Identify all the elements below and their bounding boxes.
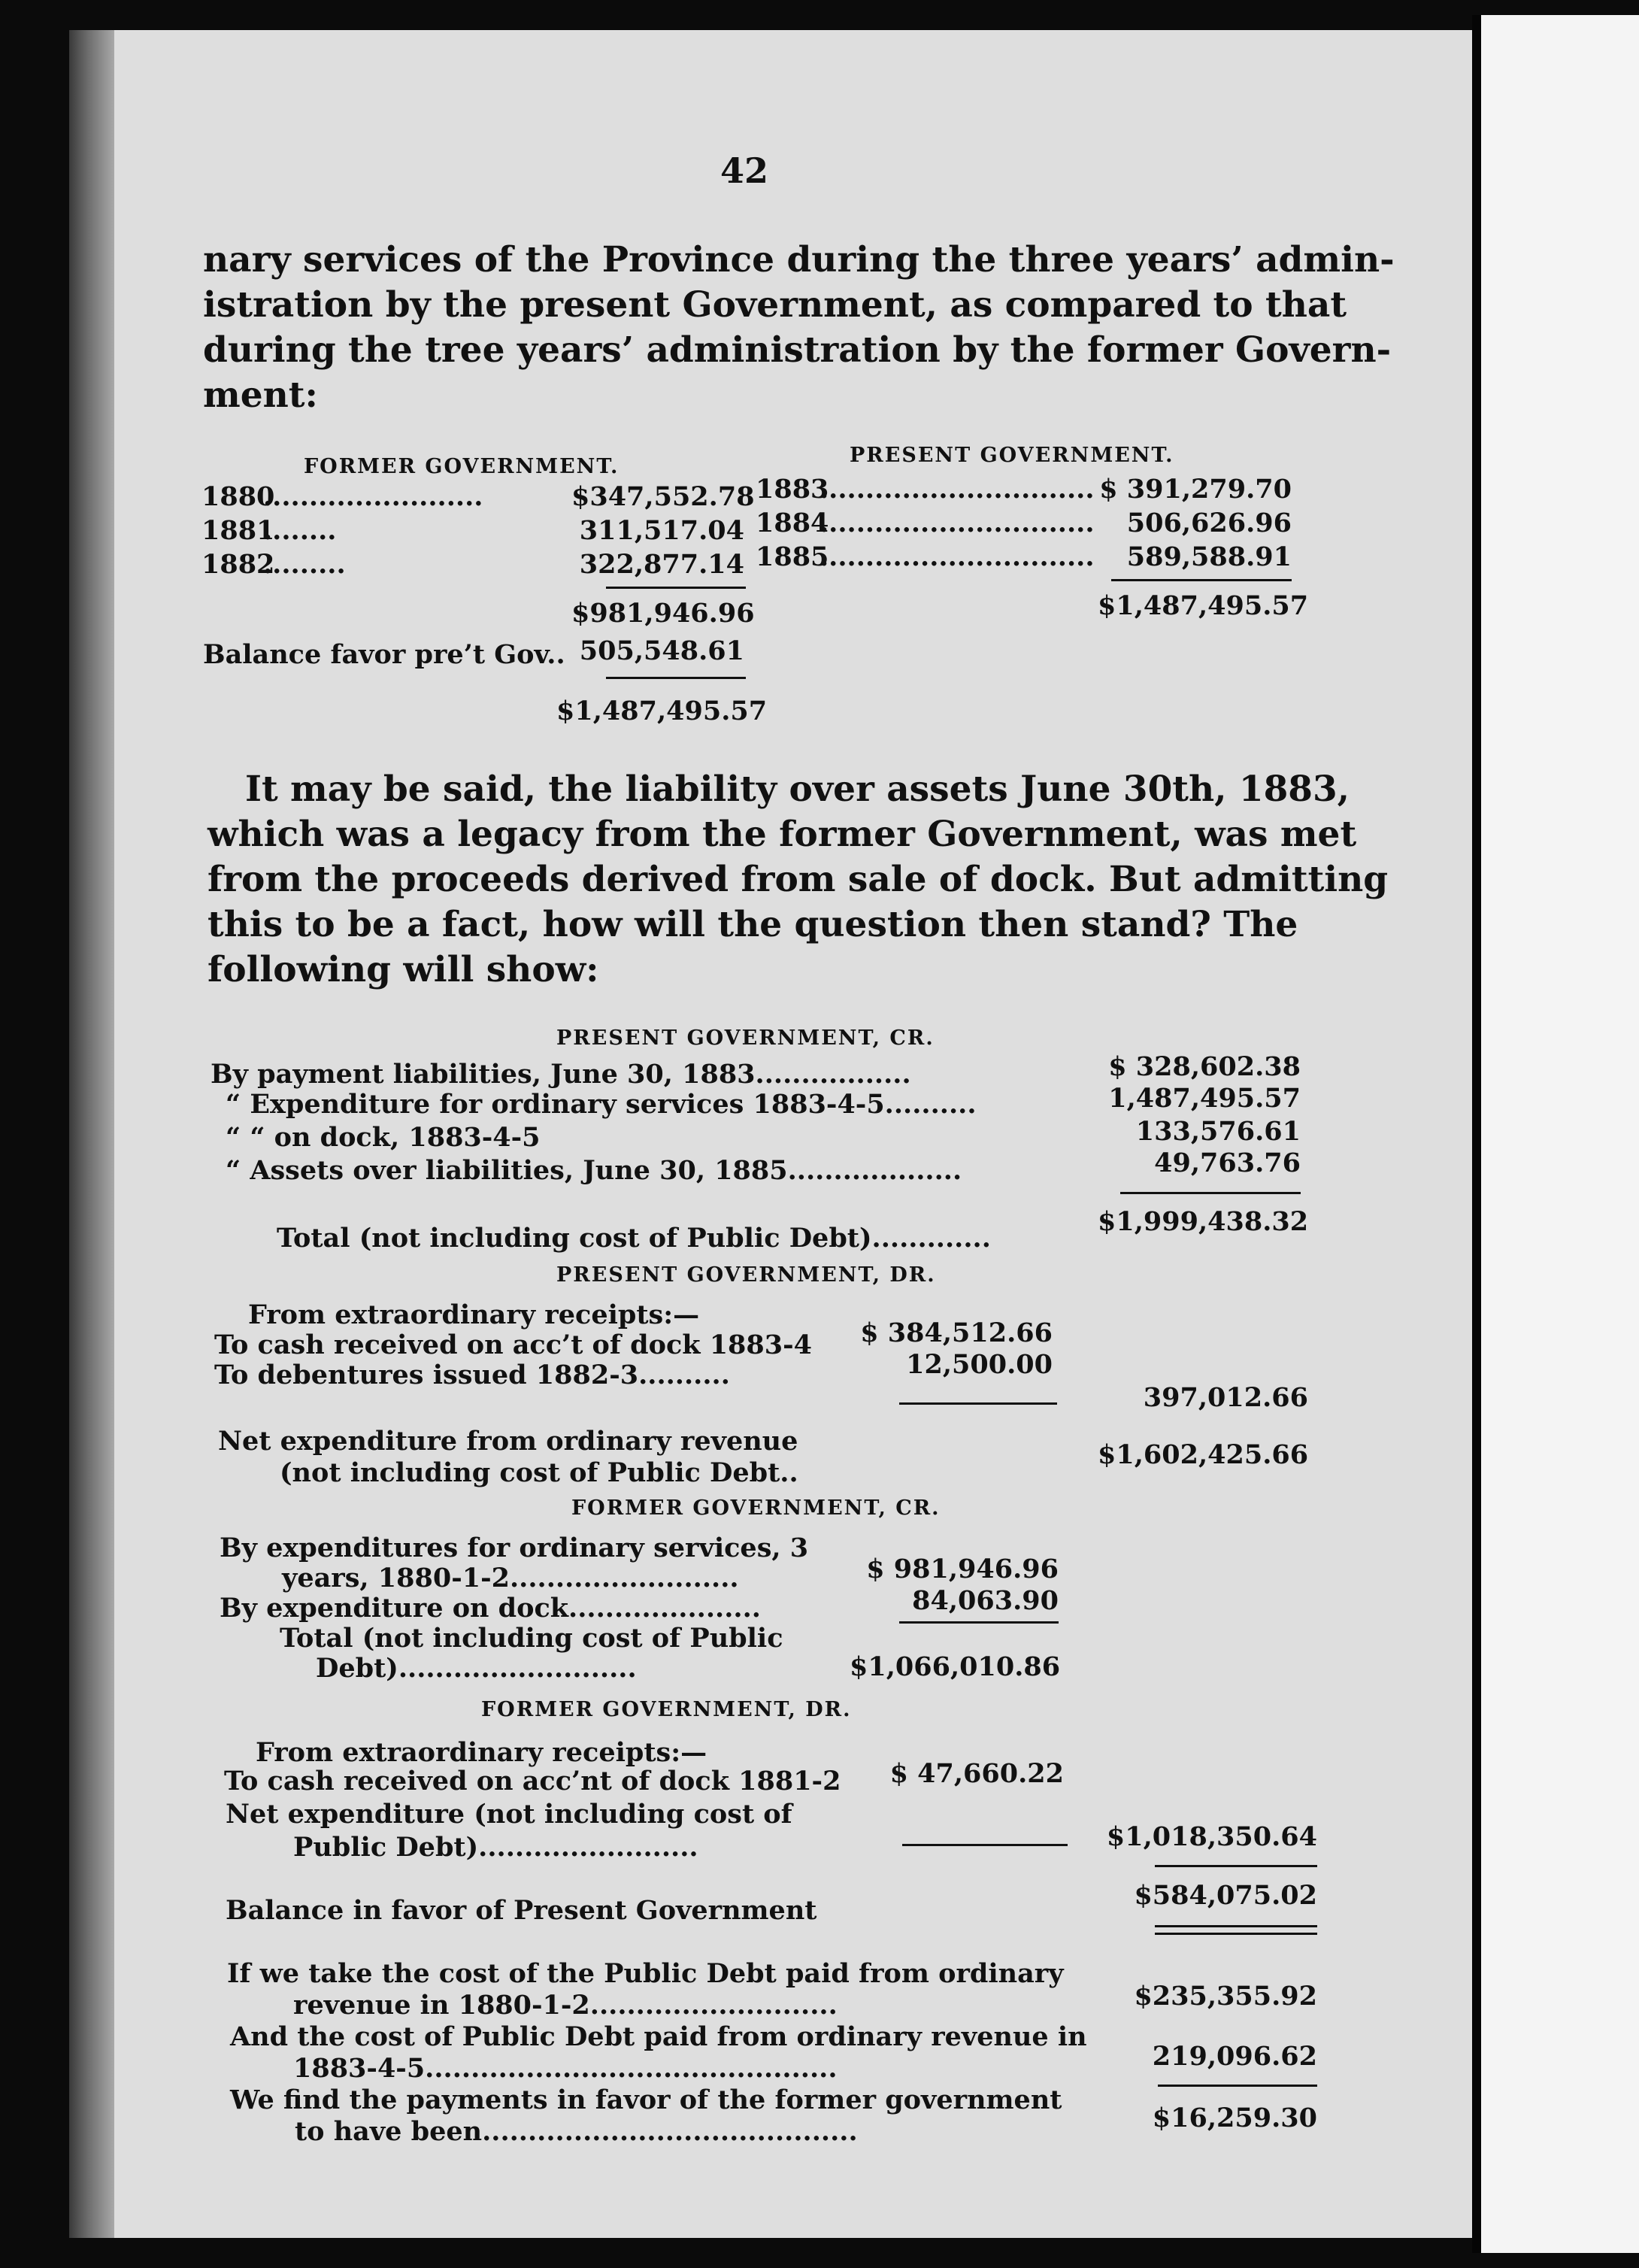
former-cr-row-2-label: By expenditure on dock..................... <box>220 1593 761 1624</box>
former-dr-intro: From extraordinary receipts:— <box>256 1737 707 1768</box>
former-dr-net-label-2: Public Debt)........................ <box>293 1832 698 1863</box>
amount: 322,877.14 <box>579 549 744 580</box>
leader: .............................. <box>819 541 1095 572</box>
leader: .............................. <box>819 474 1095 505</box>
present-total: $1,487,495.57 <box>1098 590 1309 621</box>
debt-line-1a: If we take the cost of the Public Debt paid from ordinary <box>227 1958 1064 1989</box>
present-cr-row-1-label: By payment liabilities, June 30, 1883................. <box>211 1059 911 1090</box>
present-cr-row-3-amount: 133,576.61 <box>1135 1116 1301 1147</box>
year: 1885 <box>756 541 829 572</box>
year: 1880 <box>201 481 275 512</box>
balance-label: Balance in favor of Present Government <box>226 1895 817 1926</box>
balance-double-rule-bottom <box>1155 1933 1317 1935</box>
present-dr-net-label-1: Net expenditure from ordinary revenue <box>218 1426 798 1457</box>
present-cr-heading: PRESENT GOVERNMENT, CR. <box>556 1026 935 1050</box>
former-subtotal: $981,946.96 <box>571 598 755 629</box>
present-cr-total-rule <box>1120 1192 1301 1194</box>
present-cr-row-4-amount: 49,763.76 <box>1154 1148 1301 1178</box>
para2-line-5: following will show: <box>208 949 599 990</box>
former-cr-total-rule <box>899 1621 1059 1624</box>
present-dr-subtotal-rule <box>899 1402 1057 1405</box>
para2-line-1: It may be said, the liability over assets June 30th, 1883, <box>245 769 1350 810</box>
debt-line-2b: 1883-4-5............................................. <box>293 2053 838 2084</box>
amount: $ 391,279.70 <box>1099 474 1292 505</box>
former-total: $1,487,495.57 <box>556 696 768 726</box>
year: 1882 <box>201 549 275 580</box>
para2-line-3: from the proceeds derived from sale of dock. But admitting <box>208 859 1389 900</box>
present-cr-total-amount: $1,999,438.32 <box>1098 1206 1309 1237</box>
amount: 589,588.91 <box>1126 541 1292 572</box>
present-dr-intro: From extraordinary receipts:— <box>248 1299 700 1330</box>
intro-line-3: during the tree years’ administration by the former Govern- <box>203 329 1392 371</box>
present-cr-row-2-label: “ Expenditure for ordinary services 1883-4-5.......... <box>226 1089 977 1120</box>
page-edge <box>1472 15 1481 2253</box>
amount: $347,552.78 <box>571 481 755 512</box>
present-cr-total-label: Total (not including cost of Public Debt)............. <box>277 1223 991 1254</box>
intro-line-2: istration by the present Government, as compared to that <box>203 284 1347 326</box>
present-total-rule <box>1111 579 1292 581</box>
former-dr-row-amount: $ 47,660.22 <box>889 1758 1064 1789</box>
amount: 506,626.96 <box>1126 508 1292 538</box>
former-dr-net-amount: $1,018,350.64 <box>1106 1821 1317 1852</box>
former-dr-heading: FORMER GOVERNMENT, DR. <box>481 1698 852 1721</box>
leader: ......... <box>263 549 346 580</box>
present-cr-row-3-label: “ “ on dock, 1883-4-5 <box>226 1122 541 1153</box>
page-number: 42 <box>720 150 769 191</box>
present-dr-subtotal: 397,012.66 <box>1143 1382 1308 1413</box>
present-dr-row-2-label: To debentures issued 1882-3.......... <box>214 1360 730 1390</box>
balance-amount: $584,075.02 <box>1134 1880 1317 1911</box>
year: 1884 <box>756 508 829 538</box>
present-dr-net-amount: $1,602,425.66 <box>1098 1439 1309 1470</box>
present-dr-row-1-amount: $ 384,512.66 <box>860 1317 1053 1348</box>
facing-page-edge <box>1481 15 1639 2253</box>
former-cr-heading: FORMER GOVERNMENT, CR. <box>571 1496 941 1520</box>
debt-amount-3: $16,259.30 <box>1152 2103 1317 2133</box>
debt-line-3a: We find the payments in favor of the former government <box>230 2085 1062 2115</box>
present-dr-heading: PRESENT GOVERNMENT, DR. <box>556 1263 936 1287</box>
balance-double-rule-top <box>1155 1925 1317 1927</box>
former-cr-total-amount: $1,066,010.86 <box>850 1651 1061 1682</box>
debt-amount-2: 219,096.62 <box>1152 2041 1317 2072</box>
debt-line-2a: And the cost of Public Debt paid from ordinary revenue in <box>230 2021 1087 2052</box>
leader: ........ <box>263 515 337 546</box>
para2-line-2: which was a legacy from the former Government, was met <box>208 814 1357 855</box>
former-cr-total-label-2: Debt).......................... <box>316 1653 637 1684</box>
present-dr-net-label-2: (not including cost of Public Debt.. <box>280 1457 798 1488</box>
former-cr-row-1-label-2: years, 1880-1-2......................... <box>282 1563 739 1593</box>
former-dr-rule <box>902 1844 1068 1846</box>
present-cr-row-2-amount: 1,487,495.57 <box>1108 1083 1301 1114</box>
leader: .............................. <box>819 508 1095 538</box>
present-cr-row-4-label: “ Assets over liabilities, June 30, 1885................... <box>226 1155 962 1186</box>
leader: ........................ <box>263 481 483 512</box>
balance-top-rule <box>1155 1865 1317 1867</box>
former-total-rule <box>606 677 746 679</box>
present-dr-row-2-amount: 12,500.00 <box>906 1349 1053 1380</box>
para2-line-4: this to be a fact, how will the question then stand? The <box>208 904 1298 945</box>
debt-line-3b: to have been......................................... <box>295 2116 858 2147</box>
intro-line-4: ment: <box>203 374 318 416</box>
debt-rule <box>1158 2085 1317 2087</box>
book-spine <box>69 30 114 2238</box>
balance-favor-label: Balance favor pre’t Gov.. <box>203 639 565 670</box>
present-cr-row-1-amount: $ 328,602.38 <box>1108 1051 1301 1082</box>
former-cr-total-label-1: Total (not including cost of Public <box>280 1623 783 1654</box>
debt-line-1b: revenue in 1880-1-2........................... <box>293 1990 838 2021</box>
present-dr-row-1-label: To cash received on acc’t of dock 1883-4 <box>214 1330 812 1360</box>
former-dr-row-label: To cash received on acc’nt of dock 1881-2 <box>224 1766 841 1797</box>
amount: 311,517.04 <box>579 515 744 546</box>
year: 1881 <box>201 515 275 546</box>
former-cr-row-1-label-1: By expenditures for ordinary services, 3 <box>220 1533 809 1563</box>
balance-favor-amount: 505,548.61 <box>579 635 744 666</box>
intro-line-1: nary services of the Province during the three years’ admin- <box>203 239 1395 280</box>
former-government-heading: FORMER GOVERNMENT. <box>304 455 620 478</box>
debt-amount-1: $235,355.92 <box>1134 1981 1317 2012</box>
present-government-heading: PRESENT GOVERNMENT. <box>850 444 1174 467</box>
former-cr-row-1-amount: $ 981,946.96 <box>866 1554 1059 1584</box>
former-dr-net-label-1: Net expenditure (not including cost of <box>226 1799 792 1830</box>
former-cr-row-2-amount: 84,063.90 <box>912 1585 1059 1616</box>
former-subtotal-rule <box>606 587 746 589</box>
year: 1883 <box>756 474 829 505</box>
